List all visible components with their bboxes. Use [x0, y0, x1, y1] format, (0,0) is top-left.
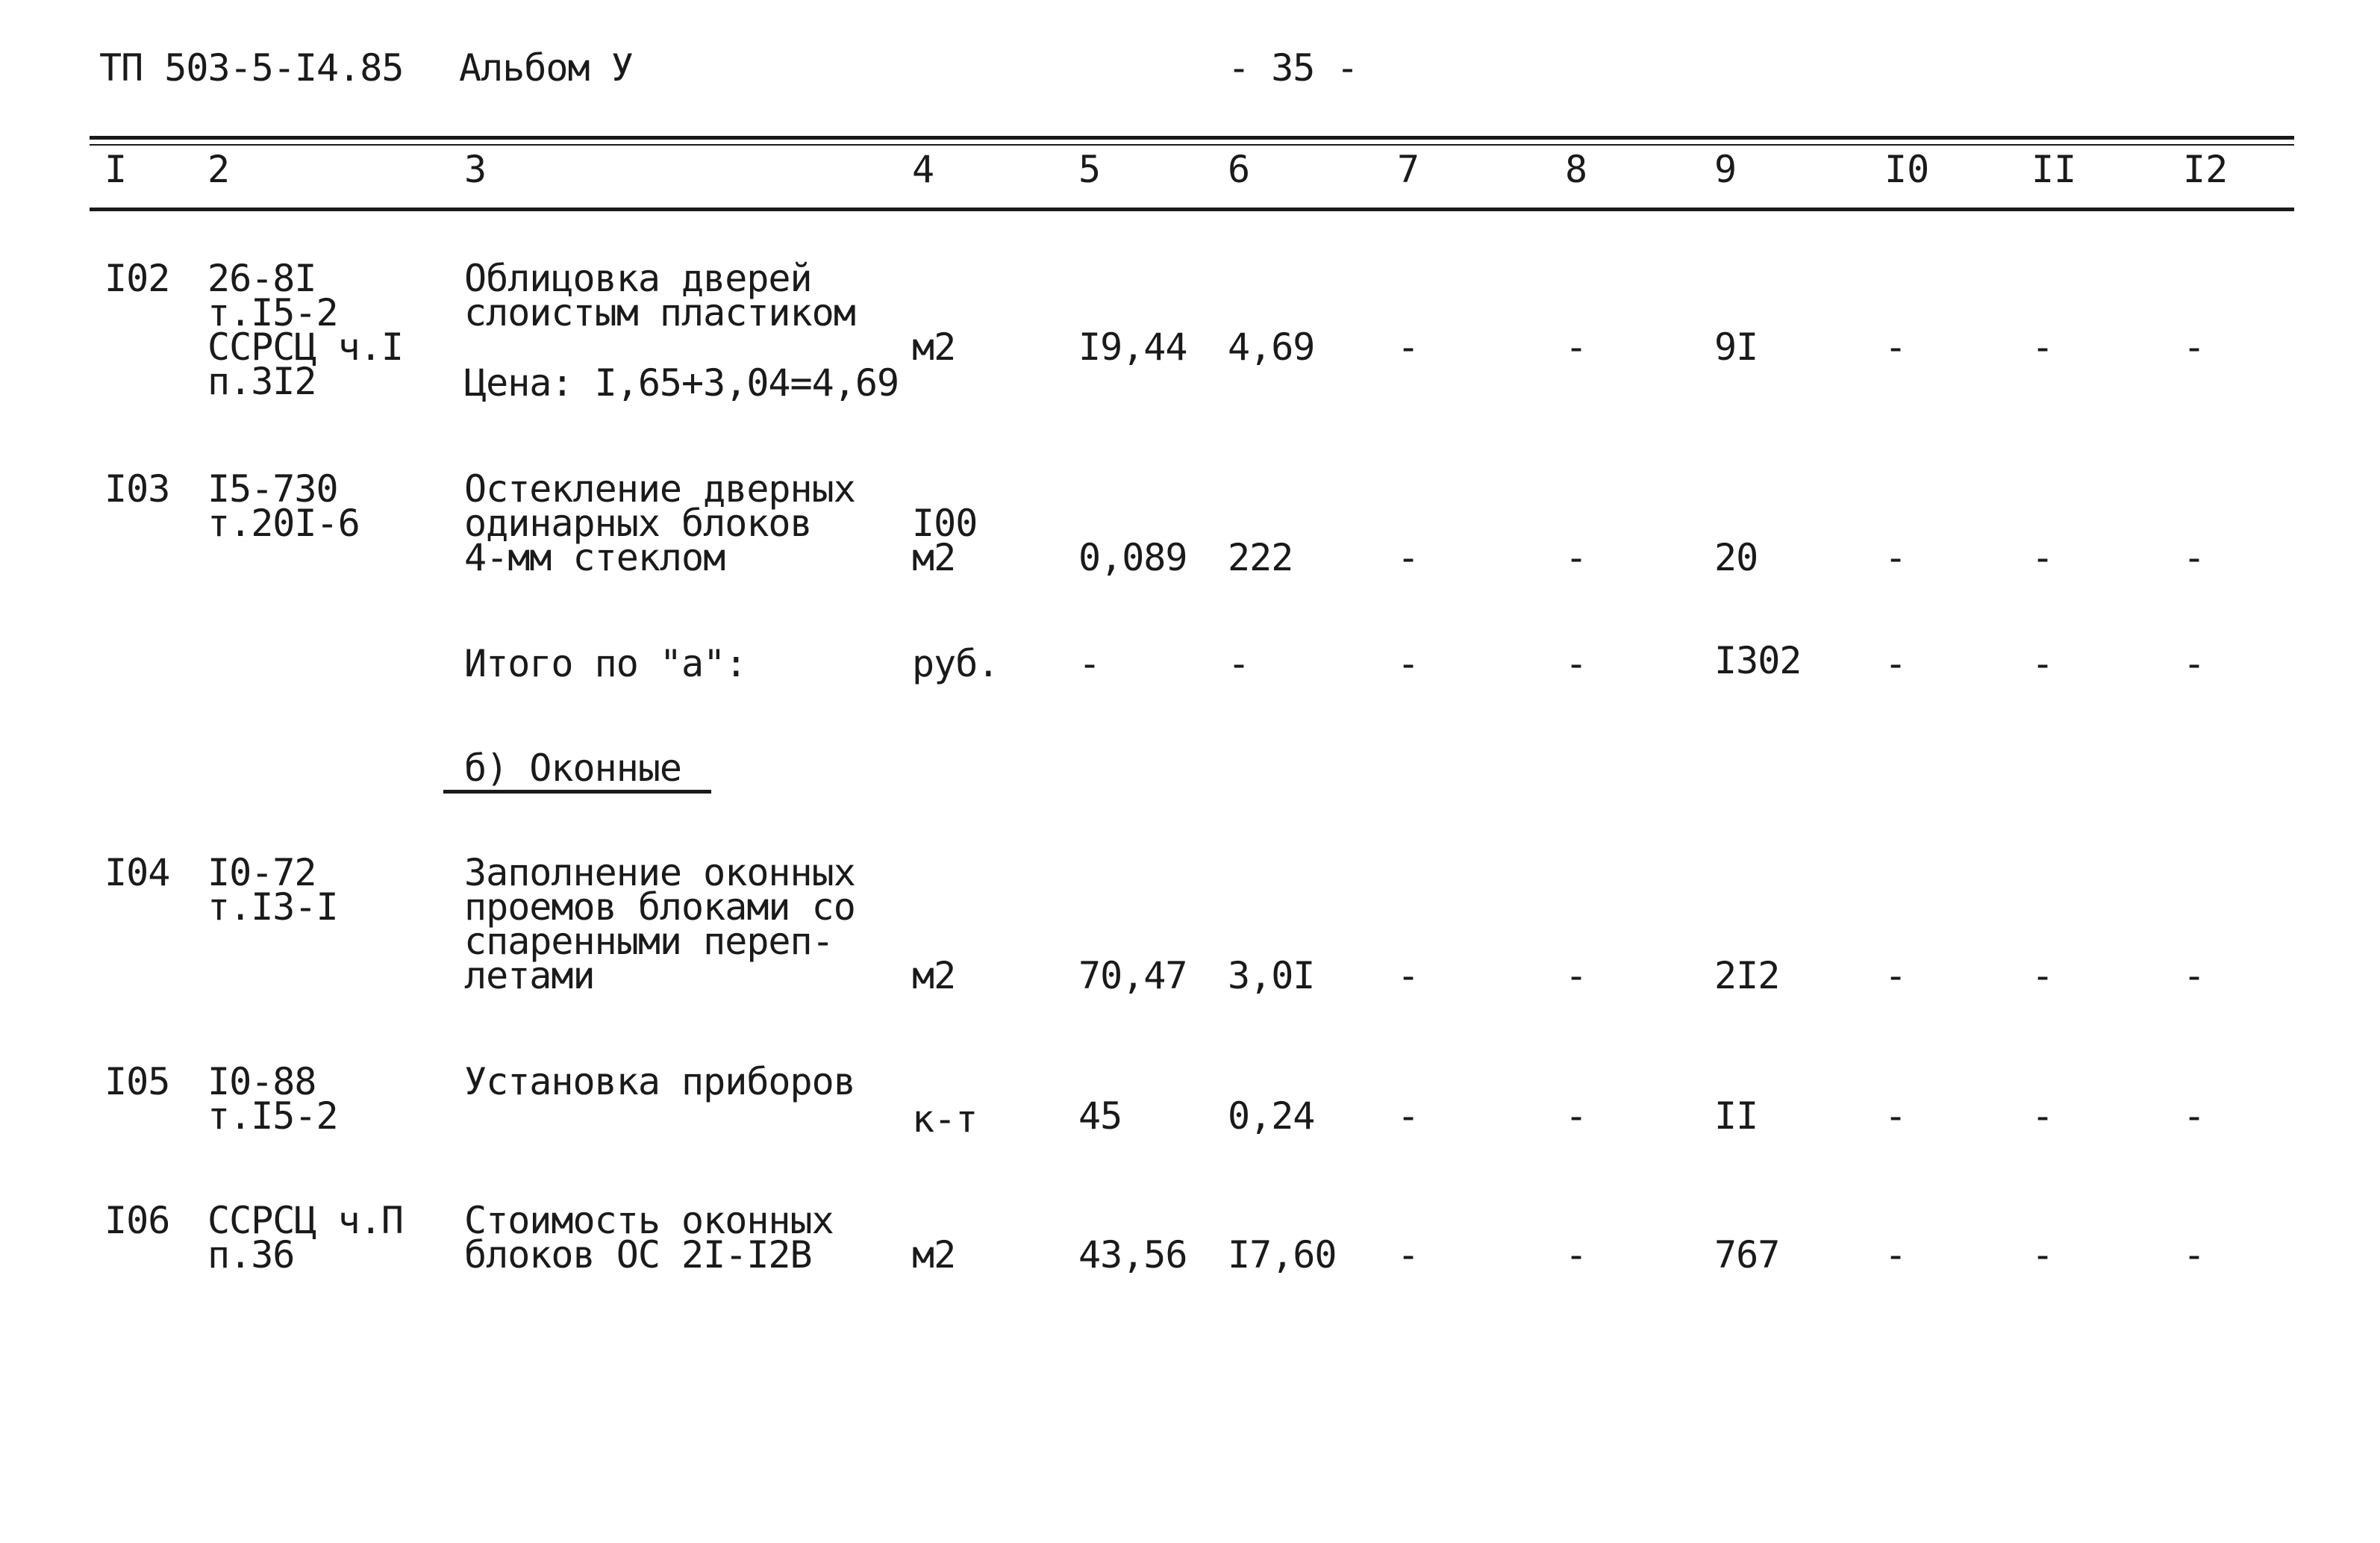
- row-col10: -: [1884, 954, 1907, 997]
- col-header-6: 6: [1228, 148, 1251, 191]
- col-header-4: 4: [912, 148, 935, 191]
- row-col7: -: [1397, 536, 1419, 579]
- col-header-12: I2: [2183, 148, 2228, 191]
- row-number: I05: [104, 1060, 170, 1103]
- row-col12: -: [2183, 1233, 2205, 1277]
- row-ref-line: т.I5-2: [207, 1094, 338, 1138]
- row-ref-line: т.I3-I: [207, 885, 338, 929]
- row-col12: -: [2183, 1094, 2205, 1138]
- row-unit: к-т: [912, 1097, 978, 1141]
- subtotal-label: Итого по "а":: [464, 642, 747, 685]
- col-header-10: I0: [1884, 148, 1930, 191]
- subtotal-col12: -: [2183, 642, 2205, 685]
- row-number: I02: [104, 257, 170, 300]
- row-ref-line: ССРСЦ ч.I: [207, 325, 403, 369]
- row-unit: I00: [912, 502, 978, 545]
- row-price-note: Цена: I,65+3,04=4,69: [464, 361, 899, 405]
- row-quantity: 43,56: [1078, 1233, 1187, 1277]
- col-header-5: 5: [1078, 148, 1102, 191]
- row-unit: м2: [912, 1233, 956, 1277]
- row-ref-line: т.I5-2: [207, 291, 338, 334]
- row-unit-price: I7,60: [1228, 1233, 1337, 1277]
- row-col8: -: [1565, 536, 1587, 579]
- row-col11: -: [2031, 325, 2054, 369]
- col-header-1: I: [104, 148, 128, 191]
- subtotal-col11: -: [2031, 642, 2054, 685]
- row-description-line: слоистым пластиком: [464, 291, 855, 334]
- row-col7: -: [1397, 1094, 1419, 1138]
- row-quantity: 0,089: [1078, 536, 1187, 579]
- row-col11: -: [2031, 536, 2054, 579]
- row-ref-line: п.36: [207, 1233, 295, 1277]
- row-quantity: I9,44: [1078, 325, 1187, 369]
- row-col11: -: [2031, 1094, 2054, 1138]
- row-description-line: Остекление дверных: [464, 467, 855, 511]
- row-unit: м2: [912, 536, 956, 579]
- document-code: ТП 503-5-I4.85: [99, 46, 404, 90]
- row-ref-line: I5-730: [207, 467, 338, 511]
- subtotal-unit-price: -: [1228, 642, 1250, 685]
- row-unit-price: 222: [1228, 536, 1293, 579]
- subtotal-unit: руб.: [912, 642, 999, 685]
- row-ref-line: 26-8I: [207, 257, 316, 300]
- subtotal-col10: -: [1884, 642, 1907, 685]
- row-col10: -: [1884, 536, 1907, 579]
- table-top-rule-thin: [90, 144, 2294, 146]
- row-col8: -: [1565, 1233, 1587, 1277]
- subtotal-quantity: -: [1078, 642, 1101, 685]
- row-quantity: 45: [1078, 1094, 1122, 1138]
- row-col9: 2I2: [1714, 954, 1780, 997]
- col-header-2: 2: [207, 148, 231, 191]
- row-col12: -: [2183, 954, 2205, 997]
- row-number: I03: [104, 467, 170, 511]
- row-description-line: спаренными переп-: [464, 920, 834, 963]
- row-col8: -: [1565, 1094, 1587, 1138]
- row-description-line: блоков ОС 2I-I2В: [464, 1233, 812, 1277]
- row-description-line: 4-мм стеклом: [464, 536, 725, 579]
- row-ref-line: п.3I2: [207, 360, 316, 403]
- row-col11: -: [2031, 954, 2054, 997]
- col-header-3: 3: [464, 148, 487, 191]
- row-description-line: Установка приборов: [464, 1060, 855, 1103]
- row-unit-price: 3,0I: [1228, 954, 1315, 997]
- row-col7: -: [1397, 325, 1419, 369]
- row-col9: 9I: [1714, 325, 1758, 369]
- section-heading: б) Оконные: [443, 751, 711, 794]
- row-description-line: летами: [464, 954, 595, 997]
- row-col12: -: [2183, 325, 2205, 369]
- row-description-line: Стоимость оконных: [464, 1199, 834, 1242]
- row-col11: -: [2031, 1233, 2054, 1277]
- album-label: Альбом У: [459, 46, 633, 90]
- row-ref-line: I0-88: [207, 1060, 316, 1103]
- row-number: I04: [104, 851, 170, 894]
- row-description-line: Заполнение оконных: [464, 851, 855, 894]
- row-description-line: Облицовка дверей: [464, 257, 812, 300]
- row-col8: -: [1565, 325, 1587, 369]
- row-ref-line: I0-72: [207, 851, 316, 894]
- subtotal-col8: -: [1565, 642, 1587, 685]
- row-col7: -: [1397, 954, 1419, 997]
- row-col9: II: [1714, 1094, 1758, 1138]
- subtotal-col7: -: [1397, 642, 1419, 685]
- col-header-7: 7: [1397, 148, 1420, 191]
- row-ref-line: ССРСЦ ч.П: [207, 1199, 403, 1242]
- row-number: I06: [104, 1199, 170, 1242]
- row-col9: 767: [1714, 1233, 1780, 1277]
- row-unit: м2: [912, 954, 956, 997]
- row-unit: м2: [912, 325, 956, 369]
- row-ref-line: т.20I-6: [207, 502, 360, 545]
- subtotal-total: I302: [1714, 639, 1802, 682]
- row-description-line: одинарных блоков: [464, 502, 812, 545]
- col-header-8: 8: [1565, 148, 1588, 191]
- page-number: - 35 -: [1228, 46, 1358, 90]
- row-col9: 20: [1714, 536, 1758, 579]
- row-col10: -: [1884, 1094, 1907, 1138]
- row-unit-price: 4,69: [1228, 325, 1315, 369]
- row-col10: -: [1884, 1233, 1907, 1277]
- col-header-9: 9: [1714, 148, 1737, 191]
- col-header-11: II: [2031, 148, 2077, 191]
- table-top-rule: [90, 136, 2294, 140]
- table-header-bottom-rule: [90, 208, 2294, 211]
- row-quantity: 70,47: [1078, 954, 1187, 997]
- row-col10: -: [1884, 325, 1907, 369]
- row-description-line: проемов блоками со: [464, 885, 855, 929]
- row-col8: -: [1565, 954, 1587, 997]
- row-col12: -: [2183, 536, 2205, 579]
- row-unit-price: 0,24: [1228, 1094, 1315, 1138]
- row-col7: -: [1397, 1233, 1419, 1277]
